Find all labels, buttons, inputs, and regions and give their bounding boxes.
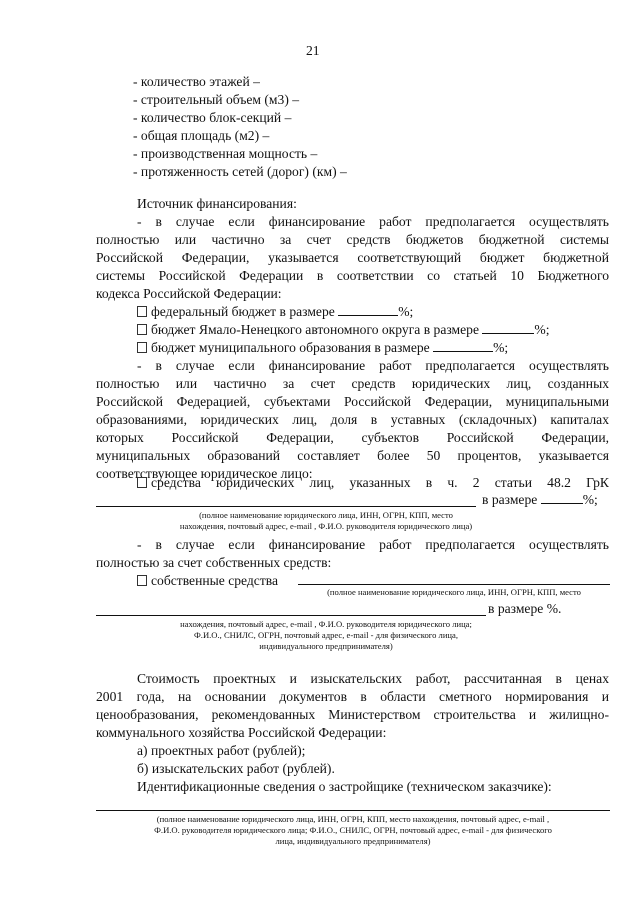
percent-suffix: %; <box>534 322 550 337</box>
legal-name-blank <box>96 506 476 507</box>
indicator-area: - общая площадь (м2) – <box>133 128 270 143</box>
option-label: бюджет муниципального образования в размере <box>151 340 430 355</box>
option-yanao-budget <box>137 321 550 338</box>
own-intro-line: - в случае если финансирование работ предполагается осуществлять <box>137 537 609 552</box>
legal-intro-line: которых Российской Федерации, субъектов Российской Федерации, <box>96 430 609 445</box>
financing-heading: Источник финансирования: <box>137 196 297 211</box>
checkbox-legal[interactable] <box>137 477 147 488</box>
cost-paragraph-line: коммунального хозяйства Российской Федерации: <box>96 725 387 740</box>
option-label: бюджет Ямало-Ненецкого автономного округа в размере <box>151 322 480 337</box>
own-name-blank-2 <box>96 615 486 616</box>
own-intro-line: полностью за счет собственных средств: <box>96 555 332 570</box>
legal-caption-line: (полное наименование юридического лица, ИНН, ОГРН, КПП, место <box>199 510 453 520</box>
checkbox-yanao[interactable] <box>137 324 147 335</box>
indicator-floors: - количество этажей – <box>133 74 260 89</box>
own-name-blank <box>298 584 610 585</box>
own-caption-line: (полное наименование юридического лица, ИНН, ОГРН, КПП, место <box>327 587 581 597</box>
page-number: 21 <box>306 43 320 58</box>
option-municipal-budget <box>137 339 508 356</box>
legal-intro-line: образованиями, юридических лиц, доля в уставных (складочных) капиталах <box>96 412 609 427</box>
developer-caption-line: (полное наименование юридического лица, ИНН, ОГРН, КПП, место нахождения, почтовый адрес, e-mail , <box>156 814 550 824</box>
indicator-blocks: - количество блок-секций – <box>133 110 292 125</box>
budget-intro-line: полностью или частично за счет средств бюджетов бюджетной системы <box>96 232 609 247</box>
option-label: федеральный бюджет в размере <box>151 304 335 319</box>
developer-caption-line: лица, индивидуального предпринимателя) <box>275 836 431 846</box>
percent-suffix: %; <box>582 492 598 507</box>
own-caption-line: индивидуального предпринимателя) <box>259 641 393 651</box>
indicator-network-length: - протяженность сетей (дорог) (км) – <box>133 164 347 179</box>
cost-item-survey: б) изыскательских работ (рублей). <box>137 761 335 776</box>
legal-intro-line: соответствующее юридическое лицо: <box>96 466 313 481</box>
budget-intro-line: Российской Федерации, указывается соответствующий бюджет бюджетной <box>96 250 609 265</box>
budget-intro-line: системы Российской Федерации в соответствии со статьей 10 Бюджетного <box>96 268 609 283</box>
percent-blank <box>482 321 534 334</box>
percent-blank <box>433 339 493 352</box>
checkbox-federal[interactable] <box>137 306 147 317</box>
option-own-funds <box>137 572 278 589</box>
legal-caption-line: нахождения, почтовый адрес, e-mail , Ф.И.О. руководителя юридического лица) <box>179 521 473 531</box>
legal-percent <box>482 491 598 508</box>
indicator-capacity: - производственная мощность – <box>133 146 318 161</box>
cost-item-design: а) проектных работ (рублей); <box>137 743 306 758</box>
legal-intro-line: - в случае если финансирование работ предполагается осуществлять <box>137 358 609 373</box>
cost-paragraph-line: ценообразования, рекомендованных Министерством строительства и жилищно- <box>96 707 609 722</box>
percent-suffix: %; <box>493 340 509 355</box>
size-label: в размере <box>482 492 538 507</box>
percent-blank <box>338 303 398 316</box>
own-percent: в размере %. <box>488 601 562 616</box>
indicator-volume: - строительный объем (м3) – <box>133 92 300 107</box>
own-caption-line: нахождения, почтовый адрес, e-mail , Ф.И.О. руководителя юридического лица; <box>180 619 472 629</box>
cost-paragraph-line: Стоимость проектных и изыскательских работ, рассчитанная в ценах <box>137 671 609 686</box>
percent-suffix: %; <box>398 304 414 319</box>
cost-paragraph-line: 2001 года, на основании документов в области сметного нормирования и <box>96 689 609 704</box>
budget-intro-line: кодекса Российской Федерации: <box>96 286 282 301</box>
option-label: средства юридических лиц, указанных в ч. 2 статьи 48.2 ГрК <box>151 475 609 490</box>
option-federal-budget <box>137 303 413 320</box>
budget-intro-line: - в случае если финансирование работ предполагается осуществлять <box>137 214 609 229</box>
developer-caption-line: Ф.И.О. руководителя юридического лица; Ф.И.О., СНИЛС, ОГРН, почтовый адрес, e-mail - для физического <box>154 825 552 835</box>
checkbox-municipal[interactable] <box>137 342 147 353</box>
legal-intro-line: муниципальных образований составляет более 50 процентов, указывается <box>96 448 609 463</box>
developer-blank <box>96 810 610 811</box>
option-label: собственные средства <box>151 573 279 588</box>
legal-intro-line: Российской Федерацией, субъектами Российской Федерации, муниципальными <box>96 394 609 409</box>
checkbox-own[interactable] <box>137 575 147 586</box>
legal-intro-line: полностью или частично за счет средств юридических лиц, созданных <box>96 376 609 391</box>
percent-blank <box>541 491 583 504</box>
option-legal-entities <box>137 474 609 491</box>
own-caption-line: Ф.И.О., СНИЛС, ОГРН, почтовый адрес, e-mail - для физического лица, <box>194 630 458 640</box>
developer-heading: Идентификационные сведения о застройщике (техническом заказчике): <box>137 779 552 794</box>
